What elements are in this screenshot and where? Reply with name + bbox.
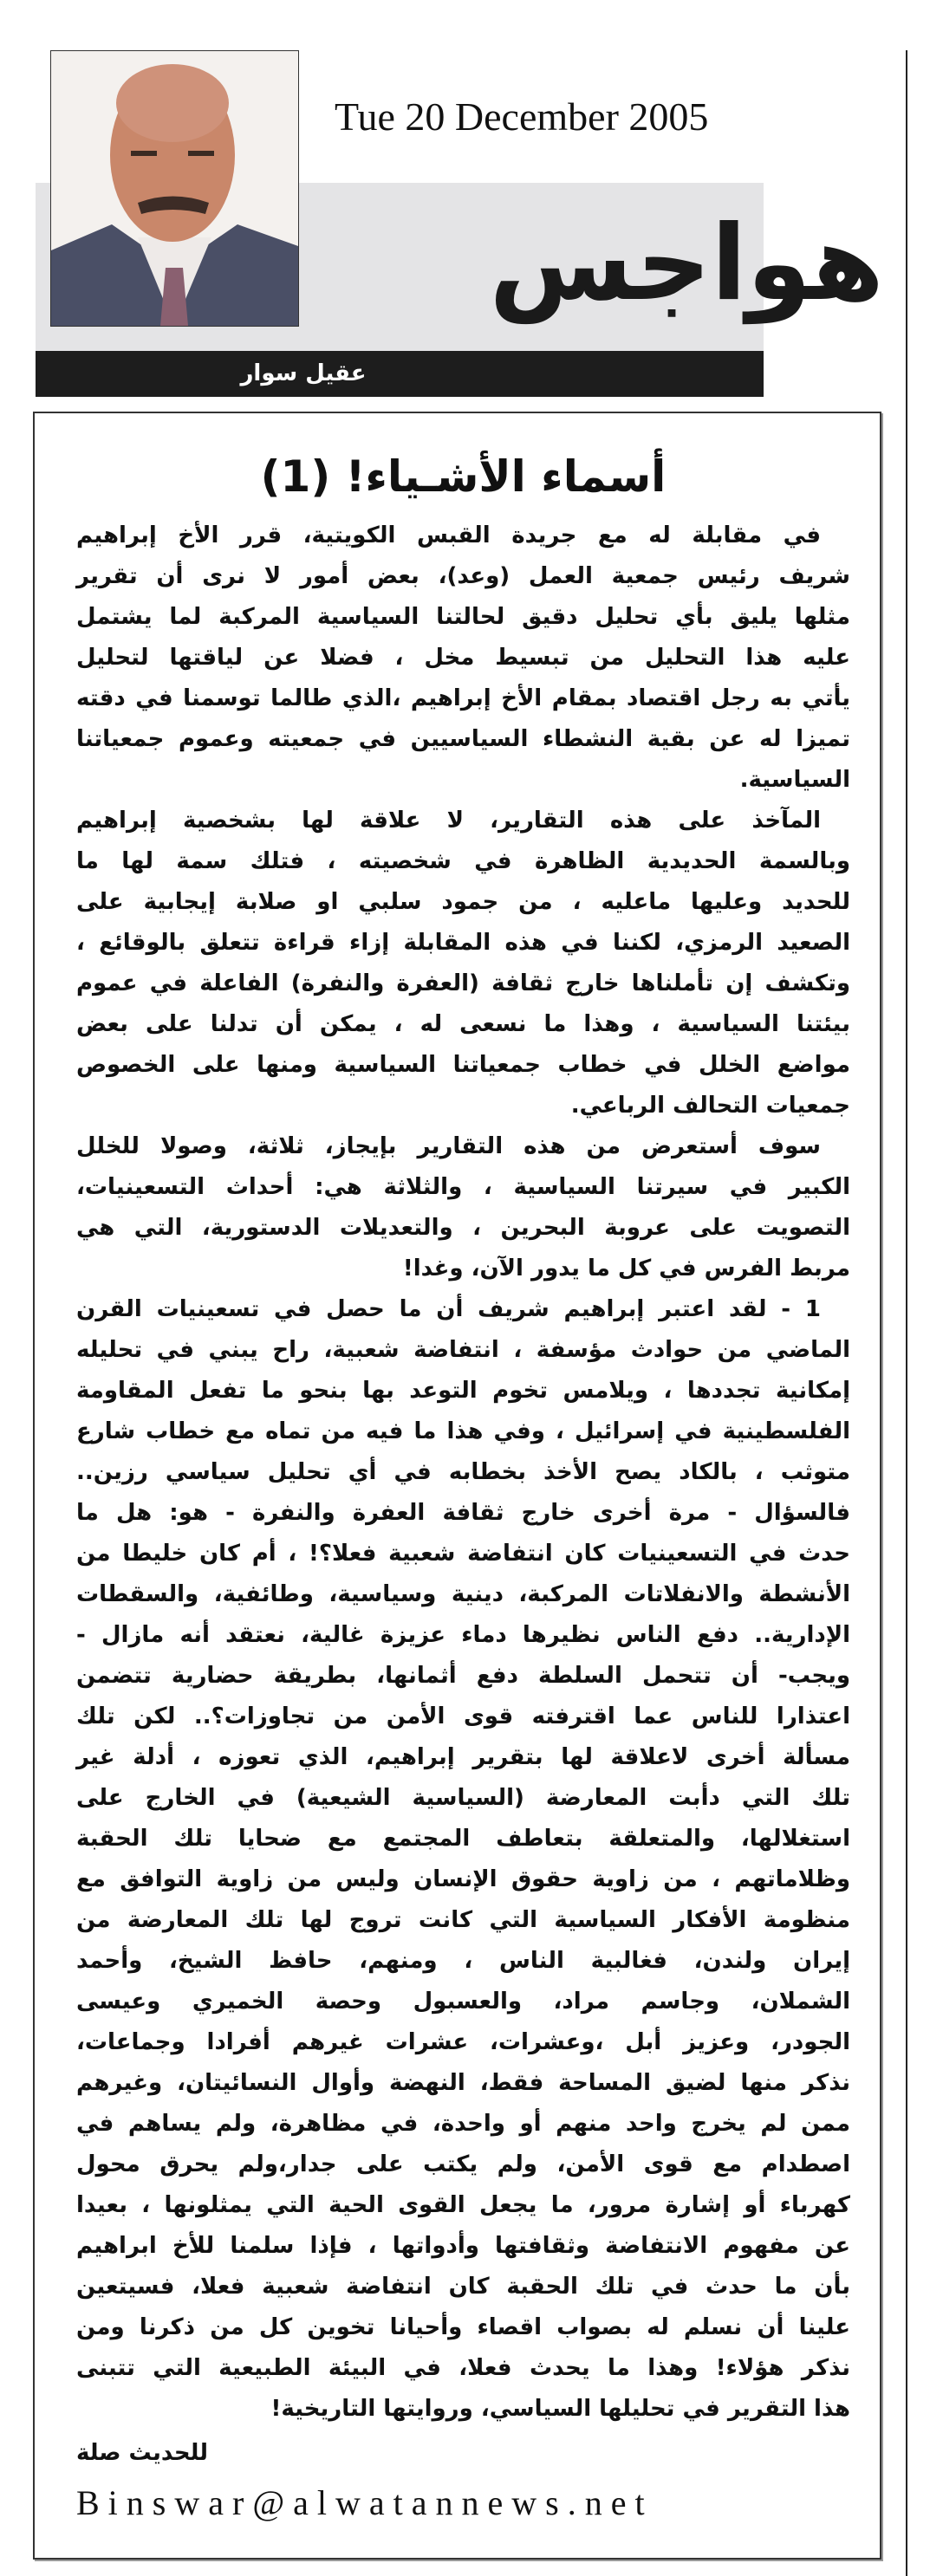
article-title: أسماء الأشـياء! (1) (260, 451, 667, 502)
publication-date: Tue 20 December 2005 (335, 94, 709, 139)
body-line: الأنشطة والانفلاتات المركبة، دينية وسياسية، وطائفية، والسقطات (76, 1581, 850, 1607)
closing-note-row (76, 2433, 850, 2474)
body-line: حدث في التسعينيات كان انتفاضة شعبية فعلا؟! ، أم كان خليطا من (76, 1541, 850, 1567)
author-photo (50, 50, 299, 327)
body-line: عن مفهوم الانتفاضة وثقافتها وأدواتها ، فإذا سلمنا للأخ ابراهيم (76, 2233, 850, 2259)
body-line: شريف رئيس جمعية العمل (وعد)، بعض أمور لا نرى أن تقرير (76, 563, 850, 589)
body-line: التصويت على عروبة البحرين ، والتعديلات الدستورية، التي هي (76, 1215, 850, 1241)
author-portrait-image (51, 51, 298, 326)
body-line: ممن لم يخرج واحد منهم أو واحدة، في مظاهرة، ولم يساهم في (76, 2111, 850, 2137)
body-line: اعتذارا للناس عما اقترفته قوى الأمن من تجاوزات؟.. لكن تلك (76, 1703, 850, 1729)
body-line: للحديد وعليها ماعليه ، من جمود سلبي او صلابة إيجابية على (76, 889, 850, 915)
body-line: مواضع الخلل في خطاب جمعياتنا السياسية ومنها على الخصوص (76, 1052, 850, 1078)
body-line: بأن ما حدث في تلك الحقبة كان انتفاضة شعبية فعلا، فسيتعين (76, 2274, 850, 2300)
body-line: تميزا له عن بقية النشطاء السياسيين في جمعيته وعموم جمعياتنا (76, 726, 850, 752)
body-line: يأتي به رجل اقتصاد بمقام الأخ إبراهيم ،الذي طالما توسمنا في دقته (76, 685, 850, 711)
body-line: المآخذ على هذه التقارير، لا علاقة لها بشخصية إبراهيم (76, 808, 821, 834)
body-line: جمعيات التحالف الرباعي. (570, 1093, 850, 1119)
body-line: مربط الفرس في كل ما يدور الآن، وغدا! (402, 1256, 850, 1282)
body-line: الكبير في سيرتنا السياسية ، والثلاثة هي: أحداث التسعينيات، (76, 1174, 850, 1200)
body-line: بيئتنا السياسية ، وهذا ما نسعى له ، يمكن أن تدلنا على بعض (76, 1011, 850, 1037)
paragraph (76, 516, 850, 801)
body-line: متوثب ، بالكاد يصح الأخذ بخطابه في أي تحليل سياسي رزين.. (76, 1459, 850, 1485)
article-body (76, 516, 850, 2430)
body-line: علينا أن نسلم له بصواب اقصاء وأحيانا تخوين كل من ذكرنا ومن (76, 2314, 850, 2340)
closing-note: للحديث صلة (76, 2440, 208, 2466)
author-email: Binswar@alwatannews.net (76, 2483, 654, 2522)
body-line: تلك التي دأبت المعارضة (السياسية الشيعية) في الخارج على (76, 1785, 850, 1811)
body-line: مثلها يليق بأي تحليل دقيق لحالتنا السياسية المركبة لما يشتمل (76, 604, 850, 630)
body-line: استغلالها، والمتعلقة بتعاطف المجتمع مع ضحايا تلك الحقبة (76, 1826, 850, 1852)
paragraph (76, 1126, 850, 1289)
body-line: فالسؤال - مرة أخرى خارج ثقافة العفرة والنفرة - هو: هل ما (76, 1500, 850, 1526)
column-title: هواجس (489, 204, 884, 324)
body-line: الشملان، وجاسم مراد، والعسبول وحصة الخميري وعيسى (76, 1989, 850, 2015)
body-line: اصطدام مع قوى الأمن، ولم يكتب على جدار،ولم يحرق محول (76, 2151, 850, 2177)
body-line: نذكر منها لضيق المساحة فقط، النهضة وأوال النسائيتان، وغيرهم (76, 2070, 850, 2096)
body-line: منظومة الأفكار السياسية التي كانت تروج لها تلك المعارضة من (76, 1907, 850, 1933)
body-line: كهرباء أو إشارة مرور، ما يجعل القوى الحية التي يمثلونها ، بعيدا (76, 2192, 850, 2218)
paragraph (76, 1289, 850, 2430)
body-line: الماضي من حوادث مؤسفة ، انتفاضة شعبية، راح يبني في تحليله (76, 1337, 850, 1363)
author-name: عقيل سوار (240, 360, 367, 386)
paragraph (76, 801, 850, 1126)
body-line: نذكر هؤلاء! وهذا ما يحدث فعلا، في البيئة الطبيعية التي تتبنى (76, 2355, 850, 2381)
column-divider (906, 50, 907, 2576)
body-line: مسألة أخرى لاعلاقة لها بتقرير إبراهيم، الذي تعوزه ، أدلة غير (76, 1744, 850, 1770)
body-line: الإدارية.. دفع الناس نظيرها دماء عزيزة غالية، نعتقد أنه مازال - (76, 1622, 850, 1648)
body-line: عليه هذا التحليل من تبسيط مخل ، فضلا عن لياقتها لتحليل (76, 645, 850, 671)
body-line: الجودر، وعزيز أبل ،وعشرات، عشرات غيرهم أفرادا وجماعات، (76, 2029, 850, 2055)
body-line: سوف أستعرض من هذه التقارير بإيجاز، ثلاثة، وصولا للخلل (76, 1133, 821, 1159)
body-line: إيران ولندن، فغالبية الناس ، ومنهم، حافظ الشيخ، وأحمد (76, 1948, 850, 1974)
body-line: 1 - لقد اعتبر إبراهيم شريف أن ما حصل في تسعينيات القرن (76, 1296, 821, 1322)
body-line: وبالسمة الحديدية الظاهرة في شخصيته ، فتلك سمة لها ما (76, 848, 850, 874)
body-line: وتكشف إن تأملناها خارج ثقافة (العفرة والنفرة) الفاعلة في عموم (76, 970, 850, 996)
body-line: ويجب- أن تتحمل السلطة دفع أثمانها، بطريقة حضارية تتضمن (76, 1663, 850, 1689)
article-box (33, 412, 881, 2560)
body-line: السياسية. (739, 767, 850, 793)
body-line: الفلسطينية في إسرائيل ، وفي هذا ما فيه من تماه مع خطاب شارع (76, 1418, 850, 1444)
body-line: في مقابلة له مع جريدة القبس الكويتية، قرر الأخ إبراهيم (76, 522, 821, 548)
body-line: الصعيد الرمزي، لكننا في هذه المقابلة إزاء قراءة تتعلق بالوقائع ، (76, 930, 850, 956)
body-line: إمكانية تجددها ، ويلامس تخوم التوعد بها بنحو ما تفعل المقاومة (76, 1378, 850, 1404)
body-line: هذا التقرير في تحليلها السياسي، وروايتها التاريخية! (270, 2396, 850, 2422)
body-line: وظلاماتهم ، من زاوية حقوق الإنسان وليس من زاوية التوافق مع (76, 1866, 850, 1892)
